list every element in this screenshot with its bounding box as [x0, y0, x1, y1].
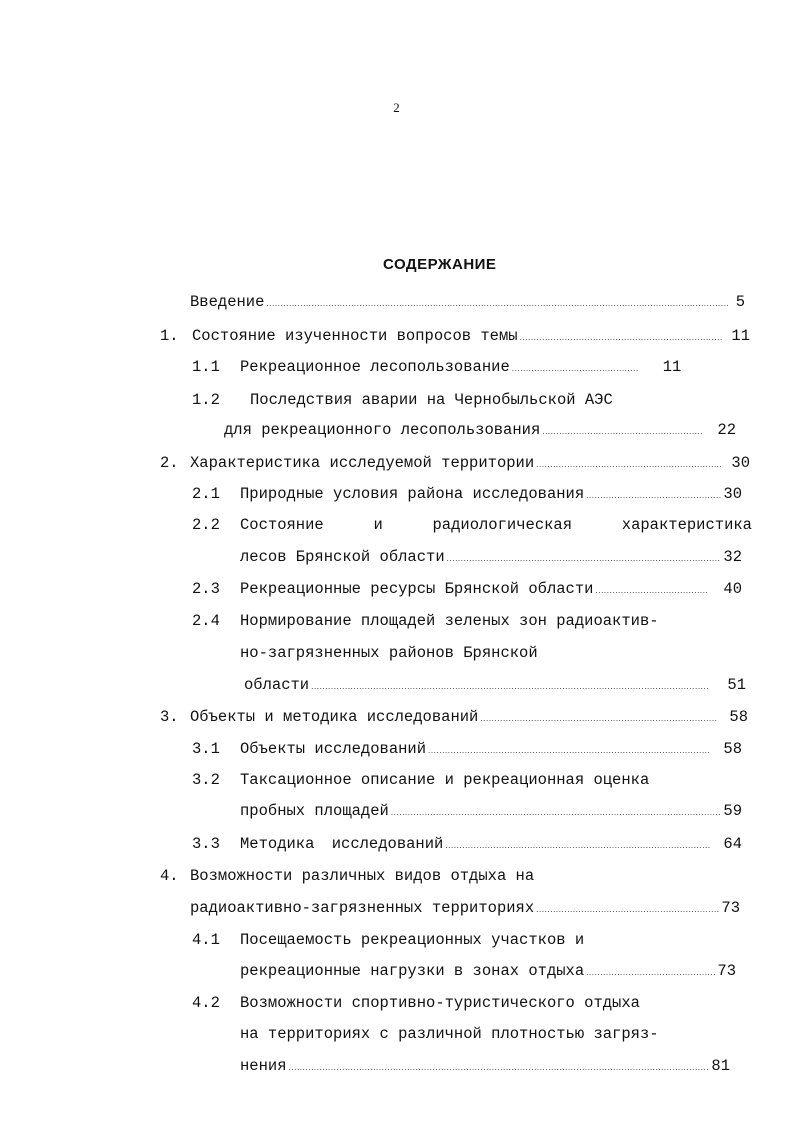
toc-label: Возможности различных видов отдыха на [190, 867, 535, 885]
toc-entry-4 [160, 864, 620, 888]
toc-label: но-загрязненных районов Брянской [240, 644, 538, 662]
toc-label: Объекты исследований [240, 740, 427, 758]
toc-page: 81 [711, 1057, 730, 1075]
toc-page: 73 [721, 899, 740, 917]
toc-page: 11 [662, 358, 682, 376]
toc-label: области [244, 676, 310, 694]
dot-leader [480, 707, 717, 731]
toc-entry-2 [160, 451, 750, 475]
toc-entry-1 [160, 324, 750, 348]
dot-leader [520, 326, 724, 350]
toc-label: лесов Брянской области [240, 548, 445, 566]
dot-leader [512, 357, 639, 381]
toc-entry-2-3 [192, 577, 742, 601]
toc-entry-3-2 [192, 768, 732, 792]
toc-page: 51 [727, 676, 746, 694]
toc-page: 58 [729, 708, 748, 726]
toc-entry-4-2 [192, 991, 732, 1015]
toc-page: 30 [731, 454, 750, 472]
toc-label: Введение [190, 293, 265, 311]
toc-label: рекреационные нагрузки в зонах отдыха [240, 962, 585, 980]
toc-entry-4-cont [190, 896, 740, 920]
dot-leader [595, 579, 709, 603]
toc-entry-4-2-cont2 [240, 1054, 730, 1078]
toc-label: Посещаемость рекреационных участков и [240, 931, 585, 949]
dot-leader [391, 801, 722, 825]
toc-number: 2.3 [192, 580, 220, 598]
toc-number: 2. [160, 454, 179, 472]
toc-entry-3-1 [192, 737, 742, 761]
toc-page: 30 [723, 485, 742, 503]
toc-entry-4-2-cont [240, 1022, 752, 1046]
toc-entry-2-4-cont2 [244, 673, 746, 697]
toc-word: радиологическая [432, 516, 573, 534]
toc-number: 2.4 [192, 612, 220, 630]
toc-entry-2-1 [192, 482, 742, 506]
toc-label: Таксационное описание и рекреационная оценка [240, 771, 650, 789]
toc-label [240, 513, 752, 537]
toc-label: Объекты и методика исследований [190, 708, 479, 726]
toc-entry-1-1 [192, 355, 740, 379]
toc-number: 3. [160, 708, 179, 726]
toc-label: Состояние изученности вопросов темы [192, 327, 518, 345]
toc-entry-2-4 [192, 609, 752, 633]
dot-leader [586, 961, 715, 985]
toc-entry-2-2-cont [240, 545, 742, 569]
toc-label: на территориях с различной плотностью загряз- [240, 1025, 659, 1043]
toc-entry-intro [190, 290, 745, 314]
toc-label: Рекреационные ресурсы Брянской области [240, 580, 594, 598]
dot-leader [536, 898, 719, 922]
toc-number: 1. [160, 327, 179, 345]
toc-word: Состояние [240, 516, 324, 534]
toc-label: Возможности спортивно-туристического отдыха [240, 994, 640, 1012]
dot-leader [311, 675, 709, 699]
toc-label: радиоактивно-загрязненных территориях [190, 899, 535, 917]
toc-number: 3.2 [192, 771, 220, 789]
dot-leader [289, 1056, 710, 1080]
toc-entry-1-2 [192, 388, 752, 412]
toc-number: 2.1 [192, 485, 220, 503]
toc-number: 3.3 [192, 835, 220, 853]
dot-leader [447, 547, 722, 571]
toc-entry-3-2-cont [240, 799, 742, 823]
toc-entry-2-2 [192, 513, 752, 537]
toc-entry-4-1-cont [240, 959, 736, 983]
toc-entry-3-3 [192, 832, 742, 856]
toc-label: нения [240, 1057, 287, 1075]
toc-number: 1.2 [192, 391, 220, 409]
toc-number: 2.2 [192, 516, 220, 534]
toc-page: 22 [717, 421, 736, 439]
toc-page: 73 [717, 962, 736, 980]
toc-word: характеристика [621, 516, 752, 534]
toc-label: Природные условия района исследования [240, 485, 585, 503]
dot-leader [428, 739, 711, 763]
toc-page: 11 [731, 327, 750, 345]
toc-title: СОДЕРЖАНИЕ [383, 256, 497, 273]
toc-number: 1.1 [192, 358, 220, 376]
dot-leader [445, 834, 711, 858]
toc-entry-4-1 [192, 928, 672, 952]
toc-page: 5 [735, 293, 745, 311]
toc-number: 4.2 [192, 994, 220, 1012]
toc-word: и [373, 516, 383, 534]
dot-leader [266, 292, 727, 316]
page-number: 2 [393, 100, 400, 115]
toc-number: 4.1 [192, 931, 220, 949]
toc-label: Характеристика исследуемой территории [190, 454, 535, 472]
toc-label: Рекреационное лесопользование [240, 358, 510, 376]
toc-label: Нормирование площадей зеленых зон радиоактив- [240, 612, 659, 630]
toc-label: пробных площадей [240, 802, 389, 820]
toc-page: 32 [723, 548, 742, 566]
toc-label: для рекреационного лесопользования [224, 421, 541, 439]
dot-leader [586, 484, 721, 508]
toc-entry-3 [160, 705, 748, 729]
dot-leader [542, 420, 703, 444]
toc-page: 59 [723, 802, 742, 820]
dot-leader [536, 453, 721, 477]
toc-page: 40 [723, 580, 742, 598]
toc-number: 3.1 [192, 740, 220, 758]
toc-entry-1-2-cont [224, 418, 736, 442]
toc-label: Последствия аварии на Чернобыльской АЭС [250, 391, 613, 409]
toc-page: 64 [723, 835, 742, 853]
toc-page: 58 [723, 740, 742, 758]
toc-label: Методика исследований [240, 835, 444, 853]
toc-number: 4. [160, 867, 179, 885]
toc-entry-2-4-cont [240, 641, 640, 665]
